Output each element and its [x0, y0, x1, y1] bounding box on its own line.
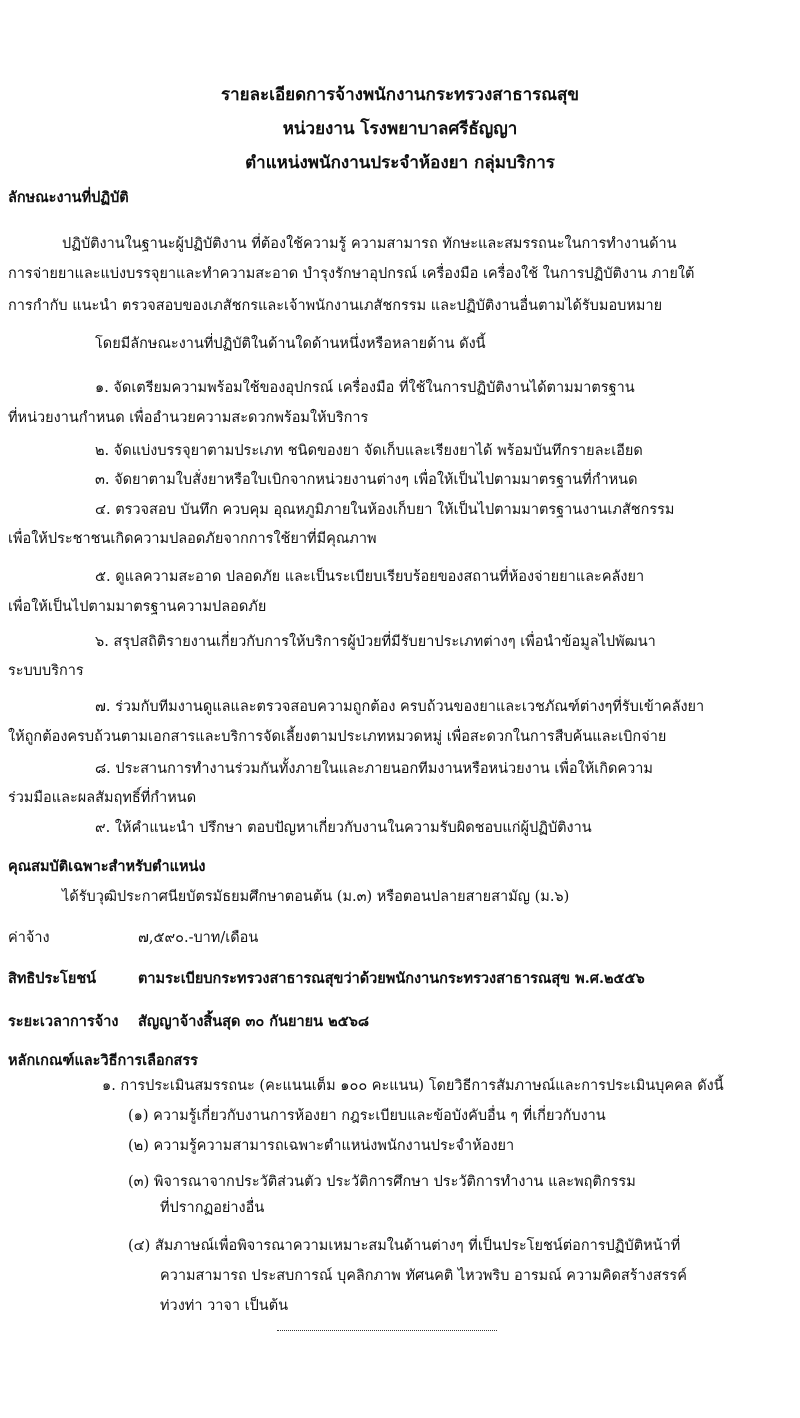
- header-position: ตำแหน่งพนักงานประจำห้องยา กลุ่มบริการ: [245, 153, 555, 173]
- job-nature-heading: ลักษณะงานที่ปฏิบัติ: [8, 189, 129, 206]
- list-item-7-line2: ให้ถูกต้องครบถ้วนตามเอกสารและบริการจัดเลี้ยงตามประเภทหมวดหมู่ เพื่อสะดวกในการสืบค้นและเบิกจ่าย: [8, 729, 667, 745]
- job-nature-intro-line2: การจ่ายยาและแบ่งบรรจุยาและทำความสะอาด บำรุงรักษาอุปกรณ์ เครื่องมือ เครื่องใช้ ในการปฏิบัติงาน ภายใต้: [8, 266, 695, 282]
- selection-heading: หลักเกณฑ์และวิธีการเลือกสรร: [8, 1052, 198, 1069]
- list-item-6-line2: ระบบบริการ: [8, 663, 84, 679]
- list-item-1-line1: ๑. จัดเตรียมความพร้อมใช้ของอุปกรณ์ เครื่องมือ ที่ใช้ในการปฏิบัติงานได้ตามมาตรฐาน: [95, 380, 635, 396]
- selection-sub-3-line1: (๓) พิจารณาจากประวัติส่วนตัว ประวัติการศึกษา ประวัติการทำงาน และพฤติกรรม: [128, 1174, 636, 1190]
- wage-label: ค่าจ้าง: [8, 930, 50, 946]
- list-item-8-line1: ๘. ประสานการทำงานร่วมกันทั้งภายในและภายนอกทีมงานหรือหน่วยงาน เพื่อให้เกิดความ: [95, 761, 653, 777]
- header-agency: หน่วยงาน โรงพยาบาลศรีธัญญา: [282, 119, 518, 139]
- benefits-label: สิทธิประโยชน์: [8, 970, 97, 987]
- list-item-6-line1: ๖. สรุปสถิติรายงานเกี่ยวกับการให้บริการผู้ป่วยที่มีรับยาประเภทต่างๆ เพื่อนำข้อมูลไปพัฒนา: [95, 634, 656, 650]
- qualification-text: ได้รับวุฒิประกาศนียบัตรมัธยมศึกษาตอนต้น (ม.๓) หรือตอนปลายสายสามัญ (ม.๖): [62, 889, 570, 905]
- list-item-9: ๙. ให้คำแนะนำ ปรึกษา ตอบปัญหาเกี่ยวกับงานในความรับผิดชอบแก่ผู้ปฏิบัติงาน: [95, 820, 592, 836]
- document-header: [0, 78, 800, 180]
- benefits-value: ตามระเบียบกระทรวงสาธารณสุขว่าด้วยพนักงานกระทรวงสาธารณสุข พ.ศ.๒๕๕๖: [138, 970, 645, 987]
- selection-main: ๑. การประเมินสมรรถนะ (คะแนนเต็ม ๑๐๐ คะแนน) โดยวิธีการสัมภาษณ์และการประเมินบุคคล ดังนี้: [102, 1078, 724, 1094]
- list-item-8-line2: ร่วมมือและผลสัมฤทธิ์ที่กำหนด: [8, 790, 197, 806]
- list-item-1-line2: ที่หน่วยงานกำหนด เพื่ออำนวยความสะดวกพร้อมให้บริการ: [8, 410, 369, 426]
- list-item-3: ๓. จัดยาตามใบสั่งยาหรือใบเบิกจากหน่วยงานต่างๆ เพื่อให้เป็นไปตามมาตรฐานที่กำหนด: [95, 472, 638, 488]
- selection-sub-4-line2: ความสามารถ ประสบการณ์ บุคลิกภาพ ทัศนคติ ไหวพริบ อารมณ์ ความคิดสร้างสรรค์: [160, 1268, 687, 1284]
- list-item-5-line1: ๕. ดูแลความสะอาด ปลอดภัย และเป็นระเบียบเรียบร้อยของสถานที่ห้องจ่ายยาและคลังยา: [95, 569, 645, 585]
- list-item-7-line1: ๗. ร่วมกับทีมงานดูแลและตรวจสอบความถูกต้อง ครบถ้วนของยาและเวชภัณฑ์ต่างๆที่รับเข้าคลังยา: [95, 699, 705, 715]
- end-dotted-line: [277, 1330, 497, 1331]
- selection-sub-3-line2: ที่ปรากฏอย่างอื่น: [160, 1200, 265, 1216]
- period-value: สัญญาจ้างสิ้นสุด ๓๐ กันยายน ๒๕๖๘: [138, 1013, 370, 1030]
- header-title: รายละเอียดการจ้างพนักงานกระทรวงสาธารณสุข: [220, 85, 580, 105]
- selection-sub-4-line3: ท่วงท่า วาจา เป็นต้น: [160, 1298, 289, 1314]
- list-item-4-line2: เพื่อให้ประชาชนเกิดความปลอดภัยจากการใช้ยาที่มีคุณภาพ: [8, 531, 377, 547]
- list-item-4-line1: ๔. ตรวจสอบ บันทึก ควบคุม อุณหภูมิภายในห้องเก็บยา ให้เป็นไปตามมาตรฐานงานเภสัชกรรม: [95, 502, 675, 518]
- list-item-5-line2: เพื่อให้เป็นไปตามมาตรฐานความปลอดภัย: [8, 599, 267, 615]
- selection-sub-1: (๑) ความรู้เกี่ยวกับงานการห้องยา กฎระเบียบและข้อบังคับอื่น ๆ ที่เกี่ยวกับงาน: [128, 1108, 606, 1124]
- qualification-heading: คุณสมบัติเฉพาะสำหรับตำแหน่ง: [8, 858, 206, 875]
- job-nature-intro-line3: การกำกับ แนะนำ ตรวจสอบของเภสัชกรและเจ้าพนักงานเภสัชกรรม และปฏิบัติงานอื่นตามได้รับมอบหมาย: [8, 298, 663, 314]
- wage-value: ๗,๕๙๐.-บาท/เดือน: [138, 930, 259, 946]
- selection-sub-2: (๒) ความรู้ความสามารถเฉพาะตำแหน่งพนักงานประจำห้องยา: [128, 1138, 515, 1154]
- list-item-2: ๒. จัดแบ่งบรรจุยาตามประเภท ชนิดของยา จัดเก็บและเรียงยาได้ พร้อมบันทึกรายละเอียด: [95, 443, 643, 459]
- job-nature-intro-line1: ปฏิบัติงานในฐานะผู้ปฏิบัติงาน ที่ต้องใช้ความรู้ ความสามารถ ทักษะและสมรรถนะในการทำงานด้าน: [62, 236, 677, 252]
- selection-sub-4-line1: (๔) สัมภาษณ์เพื่อพิจารณาความเหมาะสมในด้านต่างๆ ที่เป็นประโยชน์ต่อการปฏิบัติหน้าที่: [128, 1238, 681, 1254]
- job-nature-sub-intro: โดยมีลักษณะงานที่ปฏิบัติในด้านใดด้านหนึ่งหรือหลายด้าน ดังนี้: [95, 336, 486, 352]
- period-label: ระยะเวลาการจ้าง: [8, 1013, 119, 1030]
